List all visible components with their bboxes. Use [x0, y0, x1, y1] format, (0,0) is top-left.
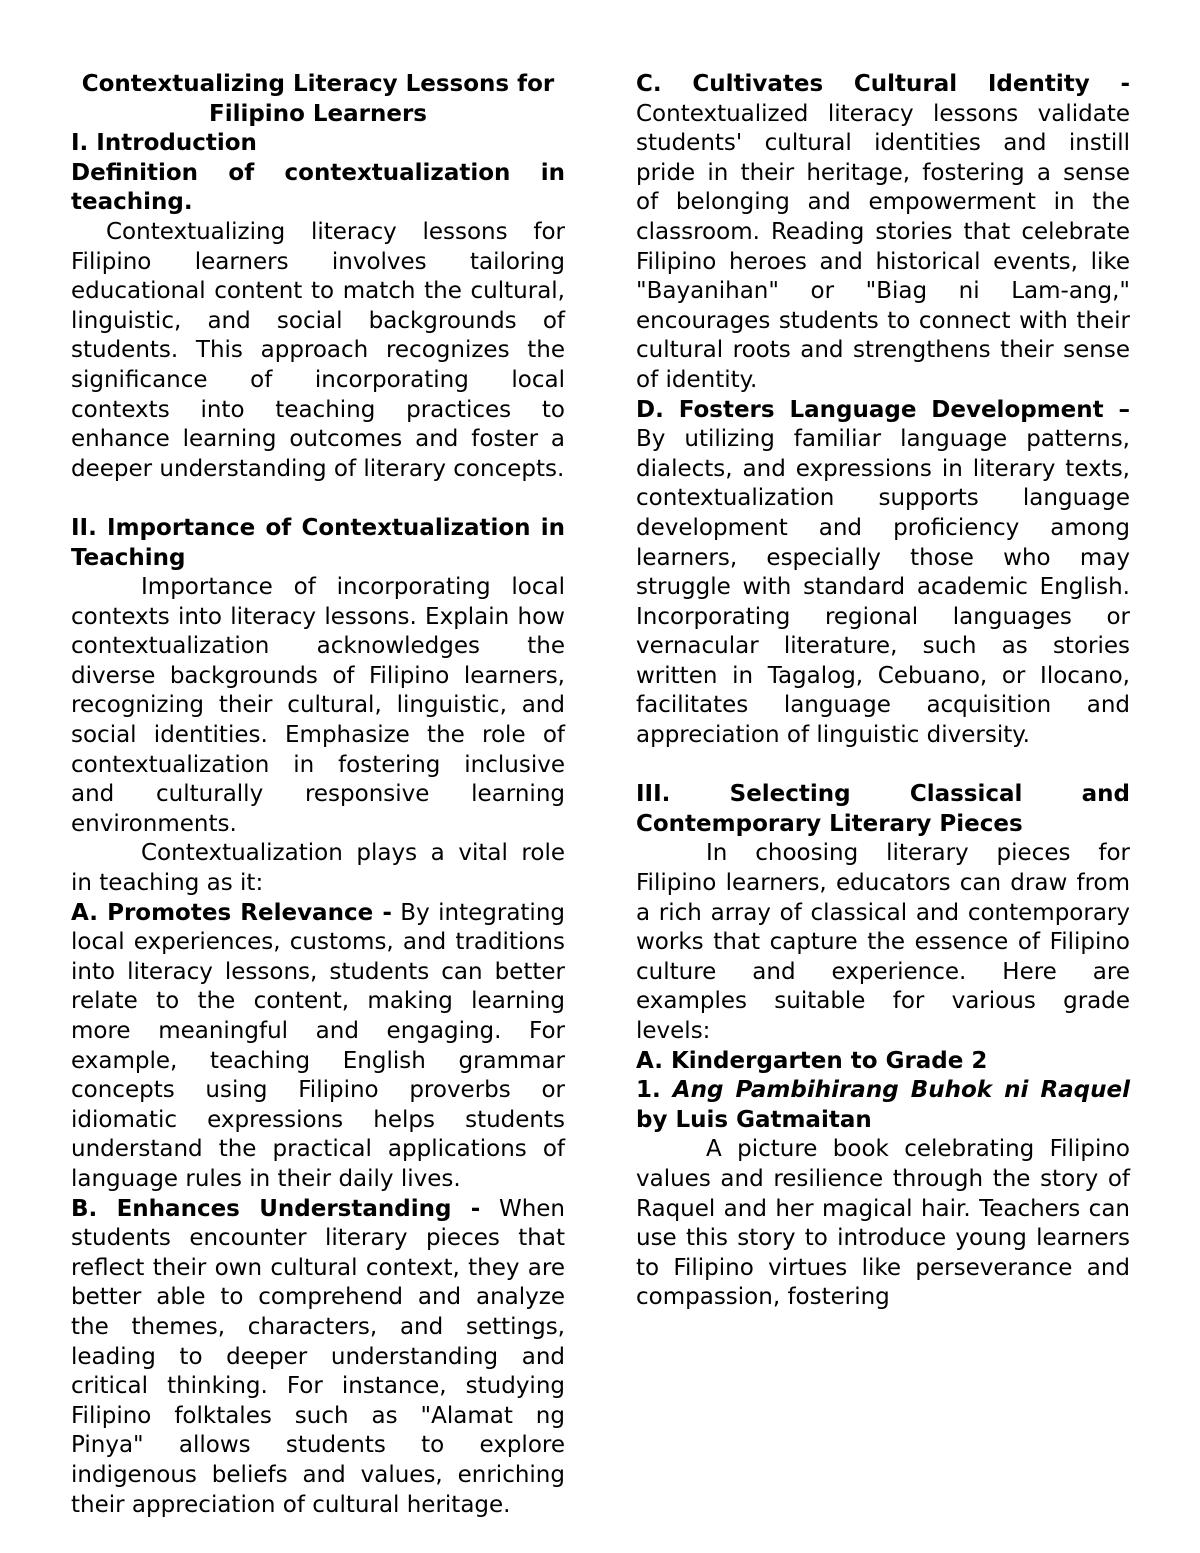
point-d-label: D. Fosters Language Development – — [636, 396, 1130, 423]
point-d — [636, 396, 1130, 751]
document-title-line-1: Contextualizing Literacy Lessons for — [81, 71, 555, 97]
point-c-text: Contextualized literacy lessons validate students' cultural identities and instill pride in their heritage, fostering a sense of belonging and empowerment in the classroom. Reading stories that celebrate Filipino heroes and historical events, like "Bayanihan" or "Biag ni Lam-ang," encourages students to connect with their cultural roots and strengthens their sense of identity. — [636, 100, 1130, 393]
point-a — [71, 899, 565, 1195]
section-1-heading: I. Introduction — [71, 130, 257, 157]
section-3-subheading: A. Kindergarten to Grade 2 — [636, 1047, 988, 1074]
book-item-1-title — [636, 1076, 1130, 1135]
paragraph-gap — [636, 751, 1130, 781]
point-d-text: By utilizing familiar language patterns, dialects, and expressions in literary texts, contextualization supports language development and proficiency among learners, especially those who may struggle with standard academic English. Incorporating regional languages or vernacular literature, such as stories written in Tagalog, Cebuano, or Ilocano, facilitates language acquisition and appreciation of linguistic diversity. — [636, 426, 1130, 749]
right-column — [636, 70, 1130, 1313]
book-item-1-name: Ang Pambihirang Buhok ni Raquel — [672, 1077, 1130, 1104]
point-a-text: By integrating local experiences, customs, and traditions into literacy lessons, students can better relate to the content, making learning more meaningful and engaging. For example, teaching English grammar concepts using Filipino proverbs or idiomatic expressions helps students understand the practical applications of language rules in their daily lives. — [71, 899, 566, 1192]
section-2-paragraph-1: Importance of incorporating local contexts into literacy lessons. Explain how contextualization acknowledges the diverse backgrounds of Filipino learners, recognizing their cultural, linguistic, and social identities. Emphasize the role of contextualization in fostering inclusive and culturally responsive learning environments. — [71, 574, 565, 837]
point-c-label: C. Cultivates Cultural Identity - — [636, 71, 1130, 97]
left-column — [71, 70, 565, 1520]
section-2-paragraph-2: Contextualization plays a vital role in teaching as it: — [71, 840, 565, 897]
section-1-body: Contextualizing literacy lessons for Filipino learners involves tailoring educational content to match the cultural, linguistic, and social backgrounds of students. This approach recognizes the significance of incorporating local contexts into teaching practices to enhance learning outcomes and foster a deeper understanding of literary concepts. — [71, 218, 565, 482]
section-2-heading: II. Importance of Contextualization in Teaching — [71, 514, 565, 571]
point-c — [636, 70, 1130, 396]
section-3-heading: III. Selecting Classical and Contemporary Literary Pieces — [636, 781, 1130, 837]
point-b-text: When students encounter literary pieces that reflect their own cultural context, they are better able to comprehend and analyze the themes, characters, and settings, leading to deeper understanding and critical thinking. For instance, studying Filipino folktales such as "Alamat ng Pinya" allows students to explore indigenous beliefs and values, enriching their appreciation of cultural heritage. — [71, 1195, 565, 1518]
document-title — [71, 70, 565, 129]
point-a-label: A. Promotes Relevance - — [71, 899, 392, 926]
book-item-1-body: A picture book celebrating Filipino values and resilience through the story of Raquel and her magical hair. Teachers can use this story to introduce young learners to Filipino virtues like perseverance and compassion, fostering — [636, 1136, 1130, 1311]
point-b — [71, 1195, 565, 1521]
book-item-1-number: 1. — [636, 1077, 673, 1104]
paragraph-gap — [71, 484, 565, 514]
section-1-subheading: Definition of contextualization in teaching. — [71, 159, 565, 216]
book-item-1-author: by Luis Gatmaitan — [636, 1106, 872, 1133]
document-title-line-2: Filipino Learners — [208, 100, 428, 127]
section-3-intro: In choosing literary pieces for Filipino learners, educators can draw from a rich array of classical and contemporary works that capture the essence of Filipino culture and experience. Here are examples suitable for various grade levels: — [636, 840, 1130, 1044]
point-b-label: B. Enhances Understanding - — [71, 1195, 481, 1222]
